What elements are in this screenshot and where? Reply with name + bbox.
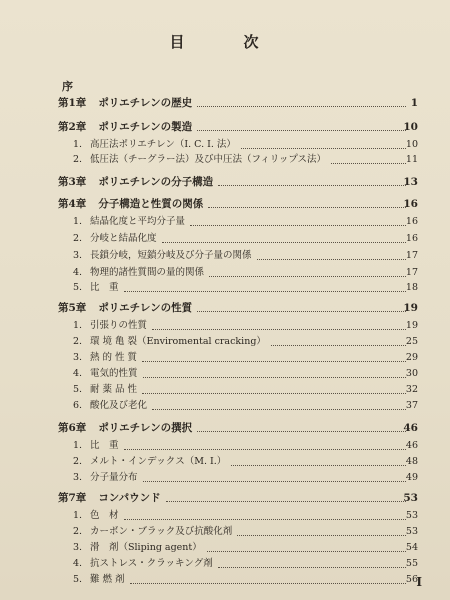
dot-leader [237, 535, 406, 536]
dot-leader [142, 393, 406, 394]
toc-section-row [0, 455, 450, 469]
preface-entry: 序 [62, 80, 73, 93]
toc-section-row [0, 319, 450, 333]
dot-leader [162, 242, 406, 243]
page-ref: 49 [405, 472, 418, 483]
toc-section-row [0, 351, 450, 365]
page-ref: 10 [405, 139, 418, 150]
toc-section-row [0, 138, 450, 152]
dot-leader [197, 431, 406, 432]
chapter-heading [58, 492, 161, 504]
section-number: 6. [73, 400, 83, 411]
toc-section-row [0, 335, 450, 349]
section-number: 3. [73, 472, 83, 483]
section-title: 比 重 [90, 282, 119, 293]
toc-section-row [0, 232, 450, 246]
dot-leader [271, 345, 406, 346]
page-ref: 10 [403, 121, 418, 133]
section-number: 5. [73, 282, 83, 293]
chapter-title: ポリエチレンの製造 [98, 121, 193, 133]
dot-leader [152, 409, 406, 410]
page-ref: 16 [405, 216, 418, 227]
toc-chapter-row [0, 96, 450, 110]
section-number: 3. [73, 250, 83, 261]
dot-leader [218, 567, 406, 568]
section-title: 抗ストレス・クラッキング剤 [90, 558, 213, 569]
dot-leader [143, 481, 406, 482]
chapter-heading [58, 422, 192, 434]
chapter-heading [58, 121, 192, 133]
toc-section-row [0, 541, 450, 555]
chapter-label: 第7章 [58, 492, 87, 504]
section-title: 耐 薬 品 性 [90, 384, 138, 395]
section-number: 2. [73, 526, 83, 537]
dot-leader [241, 148, 406, 149]
page-ref: 19 [403, 302, 418, 314]
chapter-title: コンパウンド [98, 492, 161, 504]
toc-chapter-row [0, 421, 450, 435]
dot-leader [143, 377, 406, 378]
dot-leader [124, 291, 406, 292]
page-ref: 29 [405, 352, 418, 363]
chapter-heading [58, 198, 203, 210]
section-title: 環 境 亀 裂（Enviromental cracking） [90, 336, 266, 347]
dot-leader [166, 501, 406, 502]
page-title: 目 次 [169, 33, 281, 51]
section-number: 1. [73, 216, 83, 227]
dot-leader [130, 583, 406, 584]
dot-leader [190, 225, 406, 226]
section-number: 5. [73, 384, 83, 395]
section-title: 難 燃 剤 [90, 574, 125, 585]
dot-leader [142, 361, 406, 362]
chapter-title: ポリエチレンの分子構造 [98, 176, 214, 188]
dot-leader [152, 329, 406, 330]
section-title: 色 材 [90, 510, 119, 521]
dot-leader [218, 185, 406, 186]
page-ref: 17 [405, 250, 418, 261]
chapter-label: 第3章 [58, 176, 87, 188]
section-number: 4. [73, 267, 83, 278]
section-number: 4. [73, 558, 83, 569]
toc-section-row [0, 215, 450, 229]
page-ref: 25 [405, 336, 418, 347]
chapter-label: 第5章 [58, 302, 87, 314]
section-number: 3. [73, 542, 83, 553]
page-ref: 55 [405, 558, 418, 569]
page-number: I [416, 575, 422, 589]
toc-chapter-row [0, 197, 450, 211]
chapter-heading [58, 97, 192, 109]
chapter-label: 第6章 [58, 422, 87, 434]
dot-leader [207, 551, 406, 552]
section-title: 引張りの性質 [90, 320, 148, 331]
section-title: カーボン・ブラック及び抗酸化剤 [90, 526, 233, 537]
toc-chapter-row [0, 175, 450, 189]
section-number: 4. [73, 368, 83, 379]
toc-section-row [0, 399, 450, 413]
section-title: 滑 剤（Sliping agent） [90, 542, 202, 553]
page-ref: 16 [403, 198, 418, 210]
section-number: 2. [73, 336, 83, 347]
toc-section-row [0, 367, 450, 381]
toc-section-row [0, 439, 450, 453]
section-title: 分岐と結晶化度 [90, 233, 157, 244]
dot-leader [257, 259, 406, 260]
dot-leader [197, 106, 406, 107]
toc-section-row [0, 266, 450, 280]
toc-section-row [0, 471, 450, 485]
page-ref: 46 [403, 422, 418, 434]
toc-section-row [0, 525, 450, 539]
section-number: 2. [73, 456, 83, 467]
section-number: 1. [73, 139, 83, 150]
toc-section-row [0, 383, 450, 397]
section-number: 5. [73, 574, 83, 585]
page-ref: 1 [410, 97, 418, 109]
section-number: 3. [73, 352, 83, 363]
chapter-title: ポリエチレンの性質 [98, 302, 193, 314]
chapter-heading [58, 302, 192, 314]
section-title: 低圧法（チーグラー法）及び中圧法（フィリップス法） [90, 154, 326, 165]
toc-section-row [0, 249, 450, 263]
section-number: 1. [73, 440, 83, 451]
toc-chapter-row [0, 120, 450, 134]
page-ref: 54 [405, 542, 418, 553]
toc-section-row [0, 153, 450, 167]
page-ref: 18 [405, 282, 418, 293]
section-title: メルト・インデックス（M. I.） [90, 456, 227, 467]
chapter-title: ポリエチレンの撰択 [98, 422, 193, 434]
dot-leader [231, 465, 406, 466]
section-title: 電気的性質 [90, 368, 138, 379]
dot-leader [124, 519, 406, 520]
toc-chapter-row [0, 491, 450, 505]
dot-leader [197, 130, 406, 131]
page-ref: 37 [405, 400, 418, 411]
chapter-heading [58, 176, 213, 188]
page-ref: 11 [405, 154, 418, 165]
toc-section-row [0, 557, 450, 571]
chapter-label: 第2章 [58, 121, 87, 133]
section-number: 2. [73, 233, 83, 244]
page-ref: 16 [405, 233, 418, 244]
page-ref: 46 [405, 440, 418, 451]
page-ref: 32 [405, 384, 418, 395]
page-ref: 56 [405, 574, 418, 585]
toc-section-row [0, 281, 450, 295]
dot-leader [209, 276, 406, 277]
page-ref: 53 [405, 510, 418, 521]
toc-section-row [0, 509, 450, 523]
section-title: 高圧法ポリエチレン（I. C. I. 法） [90, 139, 236, 150]
page-ref: 53 [403, 492, 418, 504]
dot-leader [331, 163, 406, 164]
page-ref: 19 [405, 320, 418, 331]
toc-chapter-row [0, 301, 450, 315]
page-ref: 48 [405, 456, 418, 467]
chapter-label: 第4章 [58, 198, 87, 210]
section-title: 長鎖分岐，短鎖分岐及び分子量の関係 [90, 250, 252, 261]
chapter-label: 第1章 [58, 97, 87, 109]
section-title: 酸化及び老化 [90, 400, 148, 411]
section-number: 1. [73, 320, 83, 331]
section-title: 比 重 [90, 440, 119, 451]
page-ref: 30 [405, 368, 418, 379]
page-ref: 17 [405, 267, 418, 278]
page-ref: 53 [405, 526, 418, 537]
section-number: 1. [73, 510, 83, 521]
dot-leader [197, 311, 406, 312]
page-ref: 13 [403, 176, 418, 188]
section-title: 分子量分布 [90, 472, 138, 483]
section-title: 物理的諸性質間の量的関係 [90, 267, 205, 278]
section-number: 2. [73, 154, 83, 165]
chapter-title: ポリエチレンの歴史 [98, 97, 193, 109]
dot-leader [124, 449, 406, 450]
chapter-title: 分子構造と性質の関係 [98, 198, 204, 210]
section-title: 熱 的 性 質 [90, 352, 138, 363]
toc-section-row [0, 573, 450, 587]
section-title: 結晶化度と平均分子量 [90, 216, 186, 227]
dot-leader [208, 207, 406, 208]
